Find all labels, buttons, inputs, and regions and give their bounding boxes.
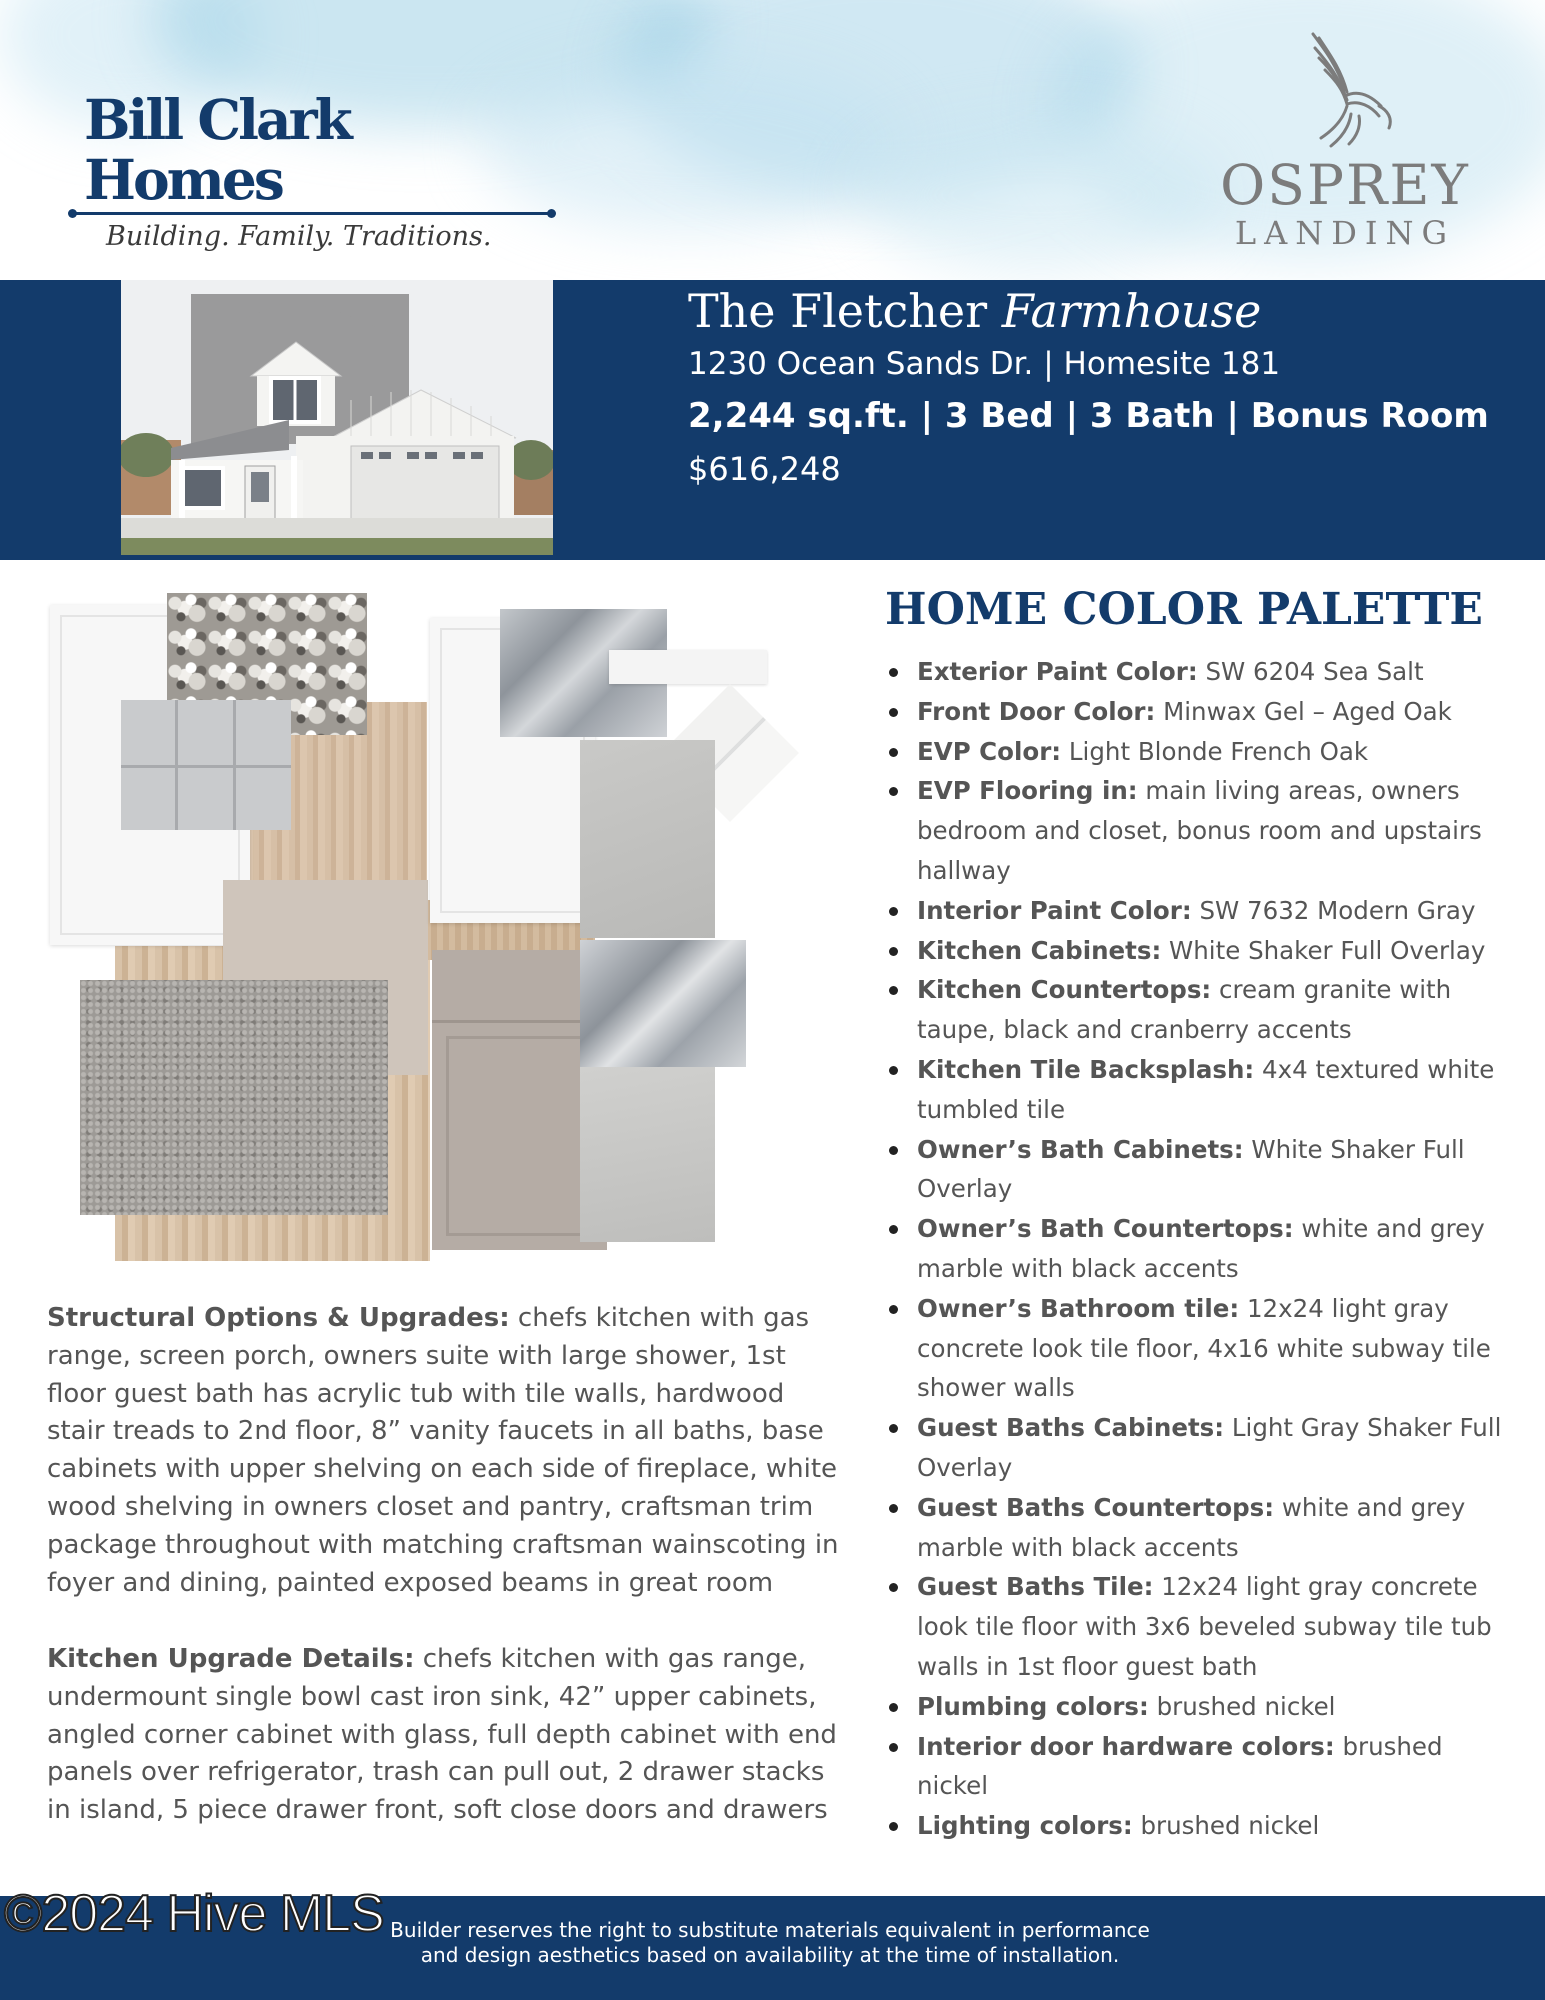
palette-item [885,891,1515,931]
palette-item [885,771,1515,890]
palette-item [885,1567,1515,1686]
palette-item-label: Front Door Color: [917,696,1156,726]
osprey-bird-icon [1285,30,1405,155]
palette-item-label: Exterior Paint Color: [917,657,1198,686]
palette-item-label: Kitchen Cabinets: [917,935,1162,965]
community-subname: LANDING [1234,214,1456,252]
palette-item-value: cream granite with taupe, black and cranberry accents [917,975,1452,1045]
listing-banner [0,280,1545,560]
palette-item-value: White Shaker Full Overlay [917,1134,1465,1204]
palette-item-label: Kitchen Countertops: [917,975,1212,1005]
subway-tile-swatch [609,650,767,684]
structural-options-paragraph [47,1300,847,1602]
palette-item-label: Owner’s Bathroom tile: [917,1293,1240,1323]
listing-price: $616,248 [688,450,841,488]
home-color-palette [885,582,1515,1846]
osprey-landing-logo[interactable] [1220,30,1470,251]
palette-item [885,1727,1515,1807]
palette-item-value: SW 6204 Sea Salt [1205,657,1424,686]
palette-item-label: Kitchen Tile Backsplash: [917,1054,1255,1084]
palette-item [885,931,1515,971]
palette-item-label: Owner’s Bath Countertops: [917,1214,1294,1244]
structural-options-text: chefs kitchen with gas range, screen porch, owners suite with large shower, 1st floor guest bath has acrylic tub with tile walls, hardwood stair treads to 2nd floor, 8” vanity faucets in all baths, base cabinets with upper shelving on each side of fireplace, white wood shelving in owners closet and pantry, craftsman trim package throughout with matching craftsman wainscoting in foyer and dining, painted exposed beams in great room [47,1303,839,1598]
tumbled-tile-swatch [121,700,291,830]
palette-item-value: white and grey marble with black accents [917,1214,1485,1283]
palette-item-value: brushed nickel [917,1731,1443,1801]
palette-item [885,1289,1515,1408]
palette-item [885,1488,1515,1568]
palette-list [885,652,1515,1846]
palette-item [885,692,1515,732]
listing-details [688,280,1489,490]
palette-item-label: Interior door hardware colors: [917,1731,1335,1761]
palette-item-value: 12x24 light gray concrete look tile floor with 3x6 beveled subway tile tub walls in 1st floor guest bath [917,1572,1492,1681]
palette-item-value: White Shaker Full Overlay [1169,935,1486,965]
palette-item-value: Light Gray Shaker Full Overlay [917,1413,1502,1482]
header [0,0,1545,280]
palette-item-value: 12x24 light gray concrete look tile floor, 4x16 white subway tile shower walls [917,1293,1491,1403]
bill-clark-homes-logo[interactable] [72,87,552,252]
palette-item-value: SW 7632 Modern Gray [1199,895,1476,925]
palette-title: HOME COLOR PALETTE [885,584,1483,635]
listing-title: The Fletcher Farmhouse [688,284,1262,338]
palette-item [885,1806,1515,1846]
palette-item-value: Light Blonde French Oak [1068,736,1369,766]
palette-item [885,1130,1515,1210]
palette-item [885,1050,1515,1130]
palette-item [885,652,1515,692]
guest-concrete-tile-swatch [580,1067,715,1242]
palette-item [885,1687,1515,1727]
guest-marble-swatch [580,940,746,1067]
palette-item-value: white and grey marble with black accents [917,1492,1466,1562]
palette-item-value: Minwax Gel – Aged Oak [1163,696,1452,726]
palette-item-label: Interior Paint Color: [917,895,1192,925]
disclaimer-line-2: and design aesthetics based on availability at the time of installation. [420,1943,1120,1967]
material-swatch-collage [0,560,860,1280]
kitchen-upgrade-paragraph [47,1641,847,1830]
palette-item [885,732,1515,772]
structural-options-label: Structural Options & Upgrades: [47,1303,510,1333]
disclaimer-line-1: Builder reserves the right to substitute materials equivalent in performance [390,1918,1150,1942]
listing-address: 1230 Ocean Sands Dr. | Homesite 181 [688,346,1281,382]
kitchen-upgrade-label: Kitchen Upgrade Details: [47,1644,415,1674]
palette-item-label: Guest Baths Cabinets: [917,1413,1225,1443]
palette-item-value: brushed nickel [1156,1691,1336,1721]
logo-divider [72,212,552,215]
palette-item-label: Guest Baths Countertops: [917,1492,1275,1522]
kitchen-upgrade-text: chefs kitchen with gas range, undermount single bowl cast iron sink, 42” upper cabinets, angled corner cabinet with glass, full depth cabinet with end panels over refrigerator, trash can pull out, 2 drawer stacks in island, 5 piece drawer front, soft close doors and drawers [47,1644,837,1826]
builder-disclaimer [340,1918,1200,1968]
palette-item-value: brushed nickel [1140,1811,1320,1841]
palette-item-value: 4x4 textured white tumbled tile [917,1054,1495,1124]
palette-item [885,970,1515,1050]
palette-item [885,1408,1515,1488]
palette-item-label: Plumbing colors: [917,1691,1149,1721]
house-rendering-image [121,280,553,555]
brand-tagline: Building. Family. Traditions. [106,221,492,252]
palette-item-label: Lighting colors: [917,1811,1133,1841]
palette-item-label: EVP Color: [917,736,1062,766]
community-name: OSPREY [1220,153,1470,217]
palette-item [885,1209,1515,1289]
palette-item-value: main living areas, owners bedroom and closet, bonus room and upstairs hallway [917,776,1482,885]
mls-watermark: ©2024 Hive MLS [4,1885,384,1943]
listing-stats: 2,244 sq.ft. | 3 Bed | 3 Bath | Bonus Room [688,396,1489,436]
brand-name: Bill Clark Homes [84,87,350,212]
palette-item-label: Owner’s Bath Cabinets: [917,1134,1244,1164]
concrete-tile-swatch [580,740,715,938]
carpet-swatch [80,980,388,1215]
palette-item-label: EVP Flooring in: [917,776,1138,806]
palette-item-label: Guest Baths Tile: [917,1572,1154,1602]
